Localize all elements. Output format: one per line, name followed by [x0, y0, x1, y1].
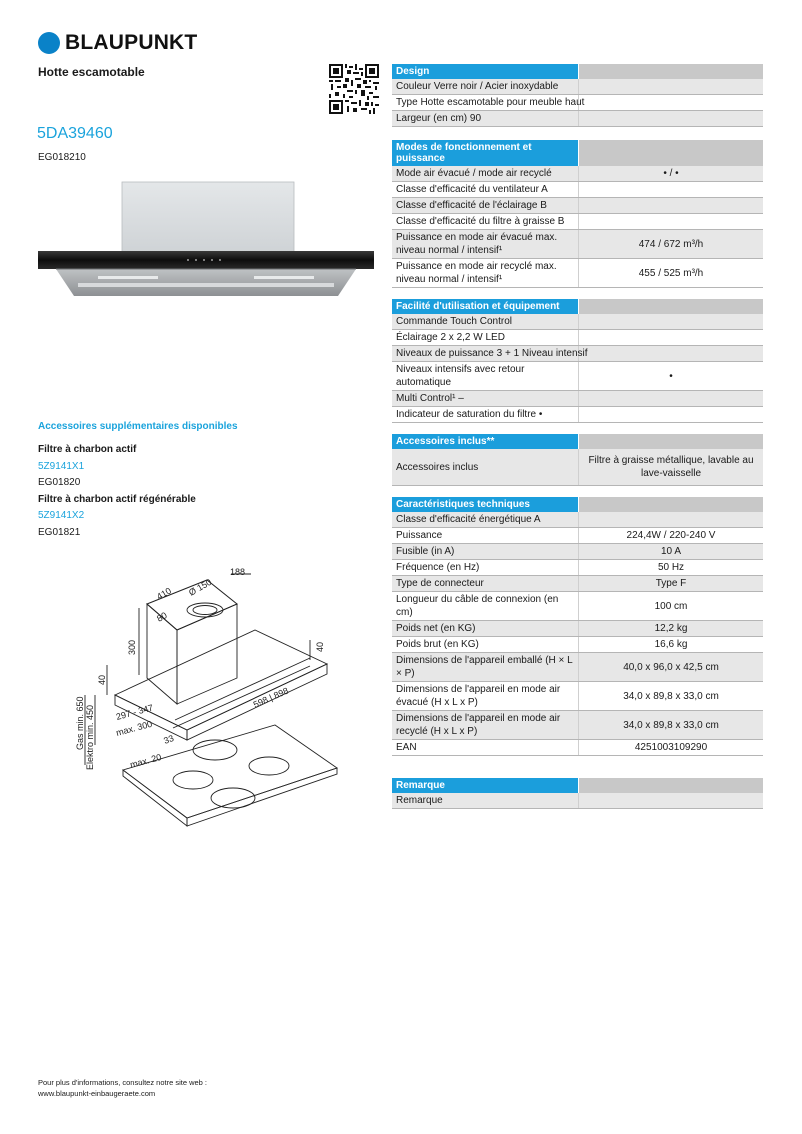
section-header [392, 140, 763, 166]
spec-label: Dimensions de l'appareil en mode air recyclé (H x L x P) [396, 713, 561, 737]
spec-label: Indicateur de saturation du filtre • [396, 409, 543, 420]
spec-row [392, 682, 763, 711]
spec-label: Niveaux de puissance 3 + 1 Niveau intensif [396, 348, 588, 359]
accessory-ref: EG01820 [38, 477, 81, 488]
spec-tables [392, 64, 763, 820]
spec-row [392, 740, 763, 756]
spec-row [392, 95, 763, 111]
spec-label: EAN [396, 742, 417, 753]
spec-value: Filtre à graisse métallique, lavable au lave-vaisselle [578, 449, 763, 485]
spec-label: Puissance en mode air recyclé max. niveau normal / intensif¹ [396, 261, 557, 285]
section-usability [392, 299, 763, 423]
spec-label: Puissance [396, 530, 443, 541]
dim-label: 33 [162, 733, 176, 746]
spec-row [392, 79, 763, 95]
section-title: Facilité d'utilisation et équipement [392, 299, 578, 314]
section-title: Modes de fonctionnement et puissance [392, 140, 578, 166]
spec-value: 224,4W / 220-240 V [578, 528, 763, 543]
spec-value: 12,2 kg [578, 621, 763, 636]
product-code: EG018210 [38, 152, 86, 163]
spec-label: Classe d'efficacité du filtre à graisse B [396, 216, 565, 227]
section-title: Design [392, 64, 578, 79]
model-number: 5DA39460 [37, 125, 113, 142]
spec-label: Commande Touch Control [396, 316, 512, 327]
spec-value: 16,6 kg [578, 637, 763, 652]
spec-row [392, 230, 763, 259]
spec-label: Remarque [396, 795, 443, 806]
spec-row [392, 346, 763, 362]
dim-label: Ø 150 [187, 576, 214, 598]
dim-label: Elektro min. 450 [85, 704, 95, 770]
spec-label: Type de connecteur [396, 578, 484, 589]
spec-label: Dimensions de l'appareil en mode air évacué (H x L x P) [396, 684, 561, 708]
section-header [392, 64, 763, 79]
spec-row [392, 637, 763, 653]
footer-text: Pour plus d'informations, consultez notre site web : [38, 1078, 208, 1087]
spec-row [392, 560, 763, 576]
spec-value [578, 79, 763, 94]
product-image [38, 180, 374, 302]
section-header [392, 299, 763, 314]
spec-value [578, 407, 763, 422]
qr-code-icon [329, 64, 379, 114]
spec-value: 10 A [578, 544, 763, 559]
spec-value: 40,0 x 96,0 x 42,5 cm [578, 653, 763, 681]
brand-logo [38, 31, 197, 55]
section-header [392, 778, 763, 793]
section-design [392, 64, 763, 127]
spec-label: Multi Control¹ – [396, 393, 464, 404]
dim-label: 40 [315, 641, 325, 652]
spec-value [578, 111, 763, 126]
spec-value: 34,0 x 89,8 x 33,0 cm [578, 682, 763, 710]
section-technical [392, 497, 763, 756]
spec-row [392, 592, 763, 621]
dim-label: max. 300 [114, 718, 154, 738]
dim-label: 188 [230, 567, 246, 577]
dim-label: 297 - 347 [114, 702, 155, 722]
spec-row [392, 621, 763, 637]
brand-name: BLAUPUNKT [65, 31, 198, 54]
spec-value [578, 214, 763, 229]
spec-value [578, 793, 763, 808]
accessories-list [38, 442, 196, 541]
spec-row [392, 407, 763, 423]
footer [38, 1077, 207, 1099]
spec-label: Largeur (en cm) 90 [396, 113, 482, 124]
dim-label: max. 20 [128, 751, 163, 770]
spec-value [578, 512, 763, 527]
spec-value [578, 95, 763, 110]
spec-label: Fréquence (en Hz) [396, 562, 480, 573]
spec-row [392, 166, 763, 182]
spec-value: 34,0 x 89,8 x 33,0 cm [578, 711, 763, 739]
spec-label: Poids brut (en KG) [396, 639, 479, 650]
dim-label: 40 [97, 674, 107, 685]
section-accessories-included [392, 434, 763, 486]
spec-value [578, 391, 763, 406]
spec-value: 4251003109290 [578, 740, 763, 755]
spec-row [392, 512, 763, 528]
section-remarks [392, 778, 763, 809]
spec-value: 100 cm [578, 592, 763, 620]
spec-value [578, 330, 763, 345]
spec-label: Dimensions de l'appareil emballé (H × L × P) [396, 655, 573, 679]
dim-label: Gas min. 650 [75, 696, 85, 750]
dim-label: 80 [155, 610, 169, 624]
spec-value: 455 / 525 m³/h [578, 259, 763, 287]
section-title: Remarque [392, 778, 578, 793]
spec-value: Type F [578, 576, 763, 591]
spec-row [392, 544, 763, 560]
spec-row [392, 528, 763, 544]
footer-link[interactable]: www.blaupunkt-einbaugeraete.com [38, 1089, 156, 1098]
spec-label: Accessoires inclus [396, 461, 479, 473]
spec-row [392, 259, 763, 288]
accessory-code[interactable]: 5Z9141X2 [38, 510, 85, 521]
spec-value: • / • [578, 166, 763, 181]
section-header [392, 434, 763, 449]
spec-label: Puissance en mode air évacué max. niveau normal / intensif¹ [396, 232, 558, 256]
dim-label: 300 [127, 639, 137, 655]
spec-label: Longueur du câble de connexion (en cm) [396, 594, 559, 618]
accessories-title: Accessoires supplémentaires disponibles [38, 421, 238, 432]
dim-label: 410 [155, 585, 174, 602]
spec-value [578, 346, 763, 361]
spec-label: Type Hotte escamotable pour meuble haut [396, 97, 585, 108]
spec-row [392, 449, 763, 486]
spec-row [392, 653, 763, 682]
spec-row [392, 214, 763, 230]
spec-value: 474 / 672 m³/h [578, 230, 763, 258]
accessory-code[interactable]: 5Z9141X1 [38, 460, 85, 472]
section-title: Caractéristiques techniques [392, 497, 578, 512]
brand-dot-icon [38, 32, 60, 54]
spec-label: Classe d'efficacité du ventilateur A [396, 184, 548, 195]
spec-label: Classe d'efficacité de l'éclairage B [396, 200, 547, 211]
accessory-ref: EG01821 [38, 526, 81, 538]
spec-row [392, 330, 763, 346]
installation-drawing [55, 560, 345, 850]
spec-row [392, 111, 763, 127]
spec-label: Fusible (in A) [396, 546, 455, 557]
spec-row [392, 576, 763, 592]
spec-label: Éclairage 2 x 2,2 W LED [396, 332, 505, 343]
spec-value [578, 198, 763, 213]
accessory-name: Filtre à charbon actif [38, 444, 137, 455]
section-header [392, 497, 763, 512]
spec-value [578, 314, 763, 329]
section-title: Accessoires inclus** [392, 434, 578, 449]
spec-label: Couleur Verre noir / Acier inoxydable [396, 81, 559, 92]
section-modes [392, 140, 763, 288]
spec-label: Niveaux intensifs avec retour automatique [396, 364, 525, 388]
spec-row [392, 314, 763, 330]
spec-label: Classe d'efficacité énergétique A [396, 514, 541, 525]
spec-value [578, 182, 763, 197]
spec-row [392, 182, 763, 198]
spec-row [392, 198, 763, 214]
product-type: Hotte escamotable [38, 65, 145, 79]
spec-value: • [578, 362, 763, 390]
spec-label: Mode air évacué / mode air recyclé [396, 168, 552, 179]
spec-value: 50 Hz [578, 560, 763, 575]
accessory-name: Filtre à charbon actif régénérable [38, 493, 196, 505]
spec-row [392, 362, 763, 391]
dim-label: 598 | 898 [251, 685, 290, 710]
spec-row [392, 793, 763, 809]
spec-row [392, 711, 763, 740]
spec-row [392, 391, 763, 407]
spec-label: Poids net (en KG) [396, 623, 476, 634]
